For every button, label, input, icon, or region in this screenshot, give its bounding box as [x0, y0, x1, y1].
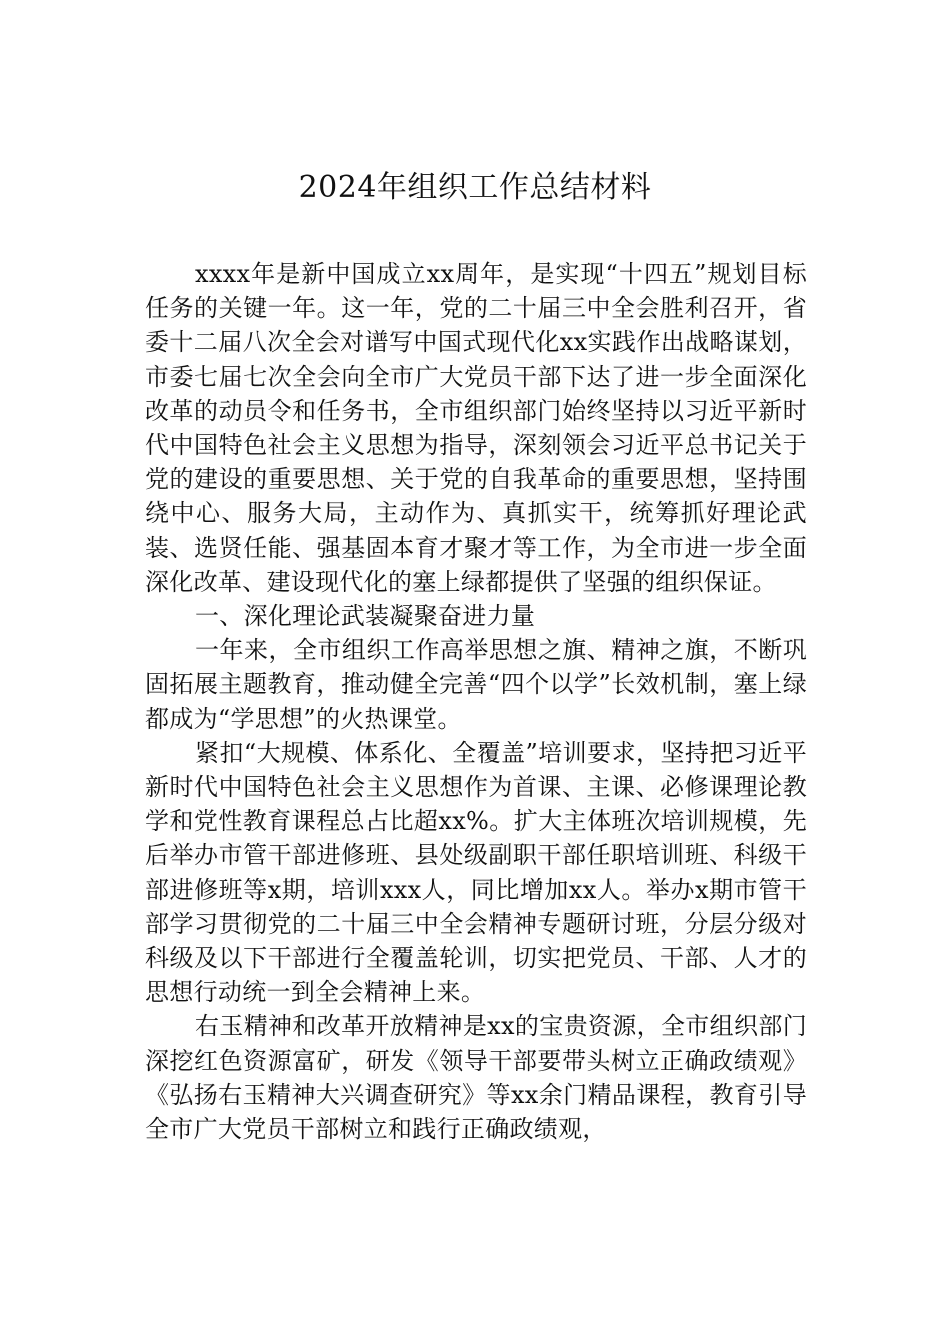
body-paragraph: 右玉精神和改革开放精神是xx的宝贵资源，全市组织部门深挖红色资源富矿，研发《领导干部要带头树立正确政绩观》《弘扬右玉精神大兴调查研究》等xx余门精品课程，教育引导全市广大党员干部树立和践行正确政绩观， — [145, 1012, 807, 1144]
document-body — [145, 257, 807, 1146]
body-paragraph: 一年来，全市组织工作高举思想之旗、精神之旗，不断巩固拓展主题教育，推动健全完善“四个以学”长效机制，塞上绿都成为“学思想”的火热课堂。 — [145, 636, 807, 733]
intro-paragraph: xxxx年是新中国成立xx周年，是实现“十四五”规划目标任务的关键一年。这一年，党的二十届三中全会胜利召开，省委十二届八次全会对谱写中国式现代化xx实践作出战略谋划，市委七届七次全会向全市广大党员干部下达了进一步全面深化改革的动员令和任务书，全市组织部门始终坚持以习近平新时代中国特色社会主义思想为指导，深刻领会习近平总书记关于党的建设的重要思想、关于党的自我革命的重要思想，坚持围绕中心、服务大局，主动作为、真抓实干，统筹抓好理论武装、选贤任能、强基固本育才聚才等工作，为全市进一步全面深化改革、建设现代化的塞上绿都提供了坚强的组织保证。 — [145, 260, 807, 596]
section-heading-1: 一、深化理论武装凝聚奋进力量 — [195, 602, 536, 631]
document-title: 2024年组织工作总结材料 — [298, 170, 652, 205]
body-paragraph: 紧扣“大规模、体系化、全覆盖”培训要求，坚持把习近平新时代中国特色社会主义思想作为首课、主课、必修课理论教学和党性教育课程总占比超xx%。扩大主体班次培训规模，先后举办市管干部进修班、县处级副职干部任职培训班、科级干部进修班等x期，培训xxx人，同比增加xx人。举办x期市管干部学习贯彻党的二十届三中全会精神专题研讨班，分层分级对科级及以下干部进行全覆盖轮训，切实把党员、干部、人才的思想行动统一到全会精神上来。 — [145, 738, 807, 1007]
